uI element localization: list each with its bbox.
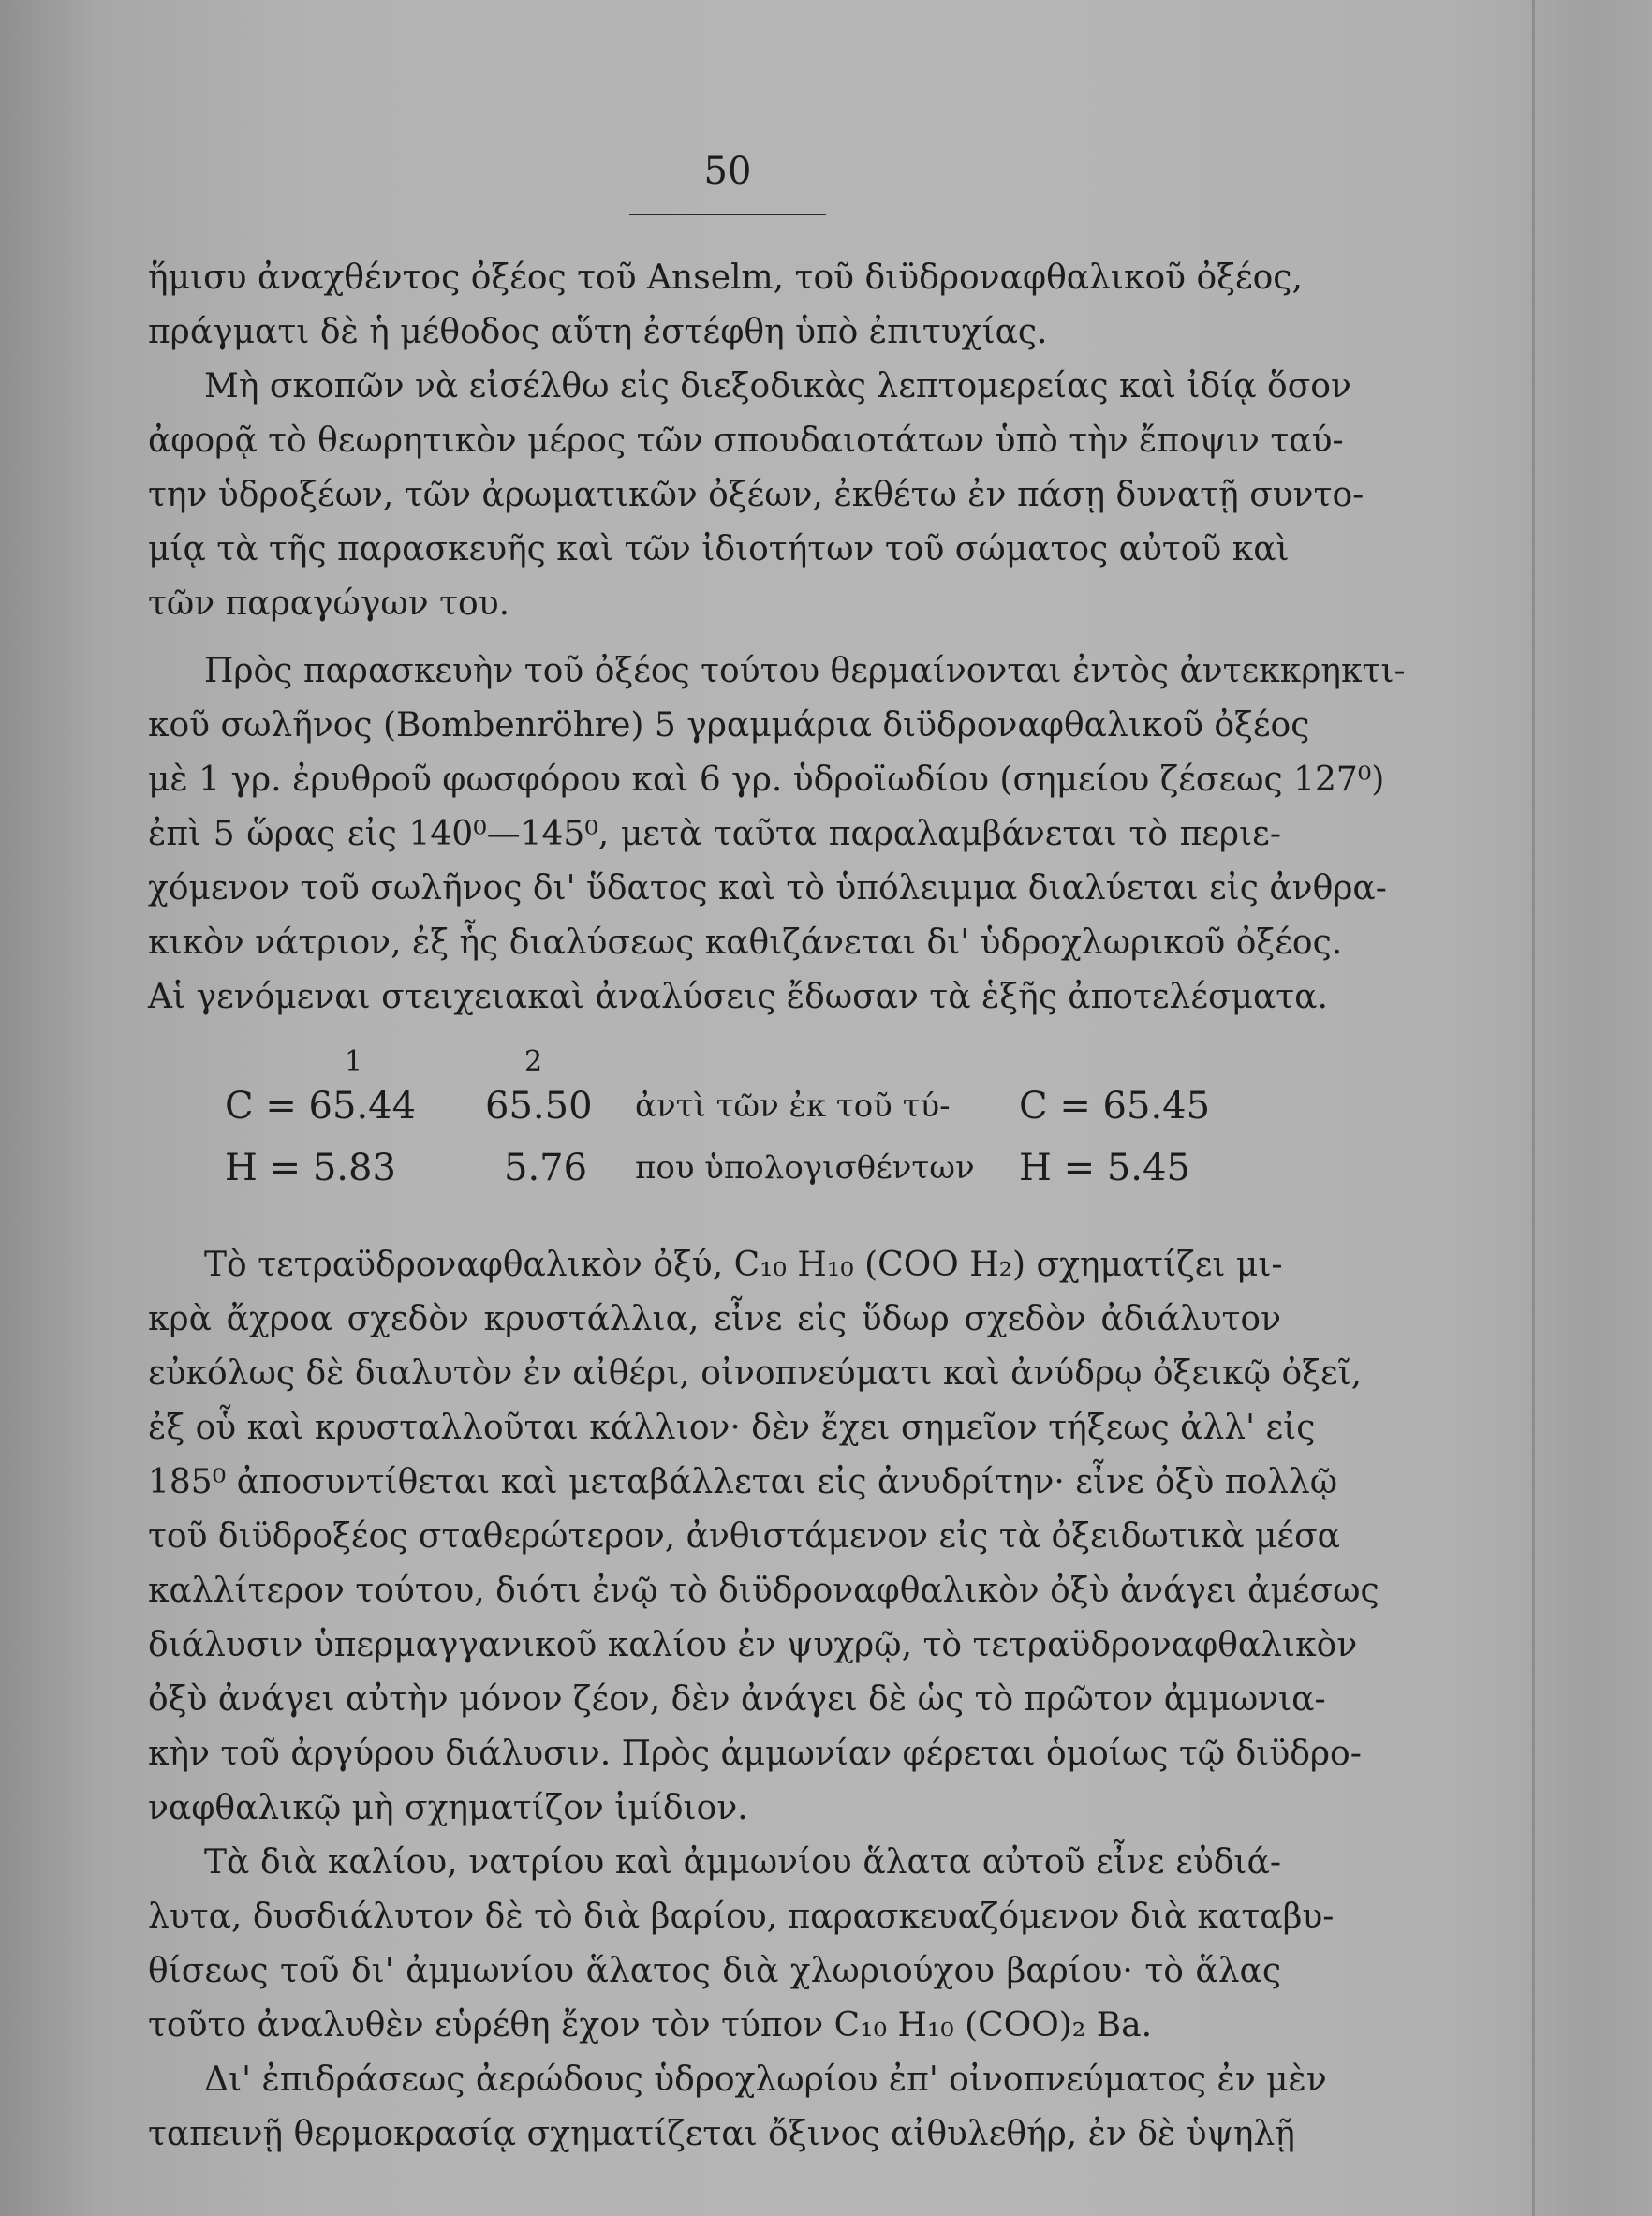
header-rule: [629, 214, 826, 215]
text-line: ἐξ οὗ καὶ κρυσταλλοῦται κάλλιον· δὲν ἔχει σημεῖον τήξεως ἀλλ' εἰς: [148, 1409, 1316, 1447]
text-line: κικὸν νάτριον, ἐξ ἧς διαλύσεως καθιζάνεται δι' ὑδροχλωρικοῦ ὀξέος.: [148, 923, 1343, 962]
text-line: κρὰ ἄχροα σχεδὸν κρυστάλλια, εἶνε εἰς ὕδωρ σχεδὸν ἀδιάλυτον: [148, 1300, 1281, 1338]
text-line: Πρὸς παρασκευὴν τοῦ ὀξέος τούτου θερμαίνονται ἐντὸς ἀντεκκρηκτι-: [204, 652, 1406, 690]
analysis-value: 65.50: [485, 1085, 593, 1128]
analysis-value: C = 65.44: [225, 1085, 417, 1128]
analysis-calculated: H = 5.45: [1019, 1146, 1190, 1189]
text-line: κοῦ σωλῆνος (Bombenröhre) 5 γραμμάρια διϋδροναφθαλικοῦ ὀξέος: [148, 706, 1310, 745]
page-body: [148, 251, 1406, 2162]
text-line: καλλίτερον τούτου, διότι ἐνῷ τὸ διϋδροναφθαλικὸν ὀξὺ ἀνάγει ἀμέσως: [148, 1572, 1379, 1610]
analysis-value: 5.76: [504, 1146, 588, 1189]
text-line: πράγματι δὲ ἡ μέθοδος αὕτη ἐστέφθη ὑπὸ ἐπιτυχίας.: [148, 313, 1048, 351]
text-line: Τὰ διὰ καλίου, νατρίου καὶ ἀμμωνίου ἅλατα αὐτοῦ εἶνε εὐδιά-: [204, 1843, 1281, 1882]
text-line: τοῦ διϋδροξέος σταθερώτερον, ἀνθιστάμενον εἰς τὰ ὀξειδωτικὰ μέσα: [148, 1517, 1340, 1556]
text-line: ὀξὺ ἀνάγει αὐτὴν μόνον ζέον, δὲν ἀνάγει δὲ ὡς τὸ πρῶτον ἀμμωνια-: [148, 1680, 1326, 1719]
analysis-calculated: C = 65.45: [1019, 1085, 1211, 1128]
text-line: διάλυσιν ὑπερμαγγανικοῦ καλίου ἐν ψυχρῷ, τὸ τετραϋδροναφθαλικὸν: [148, 1626, 1358, 1664]
page-header: [629, 150, 826, 215]
text-line: ἐπὶ 5 ὥρας εἰς 140⁰—145⁰, μετὰ ταῦτα παραλαμβάνεται τὸ περιε-: [148, 815, 1281, 853]
text-line: ἀφορᾷ τὸ θεωρητικὸν μέρος τῶν σπουδαιοτάτων ὑπὸ τὴν ἔποψιν ταύ-: [148, 421, 1344, 460]
page-edge-line: [1532, 0, 1535, 2216]
text-line: τοῦτο ἀναλυθὲν εὑρέθη ἔχον τὸν τύπον C₁₀ H₁₀ (COO)₂ Ba.: [148, 2006, 1153, 2045]
text-line: θίσεως τοῦ δι' ἀμμωνίου ἅλατος διὰ χλωριούχου βαρίου· τὸ ἅλας: [148, 1952, 1281, 1990]
analysis-table: [148, 1025, 1281, 1208]
text-line: την ὑδροξέων, τῶν ἀρωματικῶν ὀξέων, ἐκθέτω ἐν πάσῃ δυνατῇ συντο-: [148, 476, 1364, 514]
text-line: κὴν τοῦ ἀργύρου διάλυσιν. Πρὸς ἀμμωνίαν φέρεται ὁμοίως τῷ διϋδρο-: [148, 1735, 1362, 1773]
column-number: 2: [524, 1045, 543, 1078]
text-line: Μὴ σκοπῶν νὰ εἰσέλθω εἰς διεξοδικὰς λεπτομερείας καὶ ἰδίᾳ ὅσον: [204, 367, 1351, 406]
text-line: τῶν παραγώγων του.: [148, 584, 510, 623]
analysis-value: H = 5.83: [225, 1146, 396, 1189]
text-line: χόμενον τοῦ σωλῆνος δι' ὕδατος καὶ τὸ ὑπόλειμμα διαλύεται εἰς ἀνθρα-: [148, 869, 1387, 908]
text-line: μίᾳ τὰ τῆς παρασκευῆς καὶ τῶν ἰδιοτήτων τοῦ σώματος αὐτοῦ καὶ: [148, 530, 1290, 569]
text-line: λυτα, δυσδιάλυτον δὲ τὸ διὰ βαρίου, παρασκευαζόμενον διὰ καταβυ-: [148, 1898, 1335, 1936]
text-line: ναφθαλικῷ μὴ σχηματίζον ἰμίδιον.: [148, 1789, 748, 1827]
text-line: 185⁰ ἀποσυντίθεται καὶ μεταβάλλεται εἰς ἀνυδρίτην· εἶνε ὀξὺ πολλῷ: [148, 1463, 1338, 1501]
page-number: 50: [703, 150, 752, 193]
column-number: 1: [345, 1045, 363, 1078]
text-line: ἥμισυ ἀναχθέντος ὀξέος τοῦ Anselm, τοῦ διϋδροναφθαλικοῦ ὀξέος,: [148, 259, 1303, 297]
text-line: Δι' ἐπιδράσεως ἀερώδους ὑδροχλωρίου ἐπ' οἰνοπνεύματος ἐν μὲν: [204, 2061, 1327, 2099]
text-line: μὲ 1 γρ. ἐρυθροῦ φωσφόρου καὶ 6 γρ. ὑδροϊωδίου (σημείου ζέσεως 127⁰): [148, 761, 1385, 799]
text-line: εὐκόλως δὲ διαλυτὸν ἐν αἰθέρι, οἰνοπνεύματι καὶ ἀνύδρῳ ὀξεικῷ ὀξεῖ,: [148, 1354, 1363, 1393]
text-line: Τὸ τετραϋδροναφθαλικὸν ὀξύ, C₁₀ H₁₀ (COO H₂) σχηματίζει μι-: [204, 1246, 1283, 1284]
text-line: Αἱ γενόμεναι στειχειακαὶ ἀναλύσεις ἔδωσαν τὰ ἑξῆς ἀποτελέσματα.: [148, 978, 1328, 1016]
text-line: ταπεινῇ θερμοκρασίᾳ σχηματίζεται ὄξινος αἰθυλεθήρ, ἐν δὲ ὑψηλῇ: [148, 2115, 1295, 2153]
analysis-note: που ὑπολογισθέντων: [635, 1149, 975, 1187]
analysis-note: ἀντὶ τῶν ἐκ τοῦ τύ-: [635, 1087, 951, 1125]
